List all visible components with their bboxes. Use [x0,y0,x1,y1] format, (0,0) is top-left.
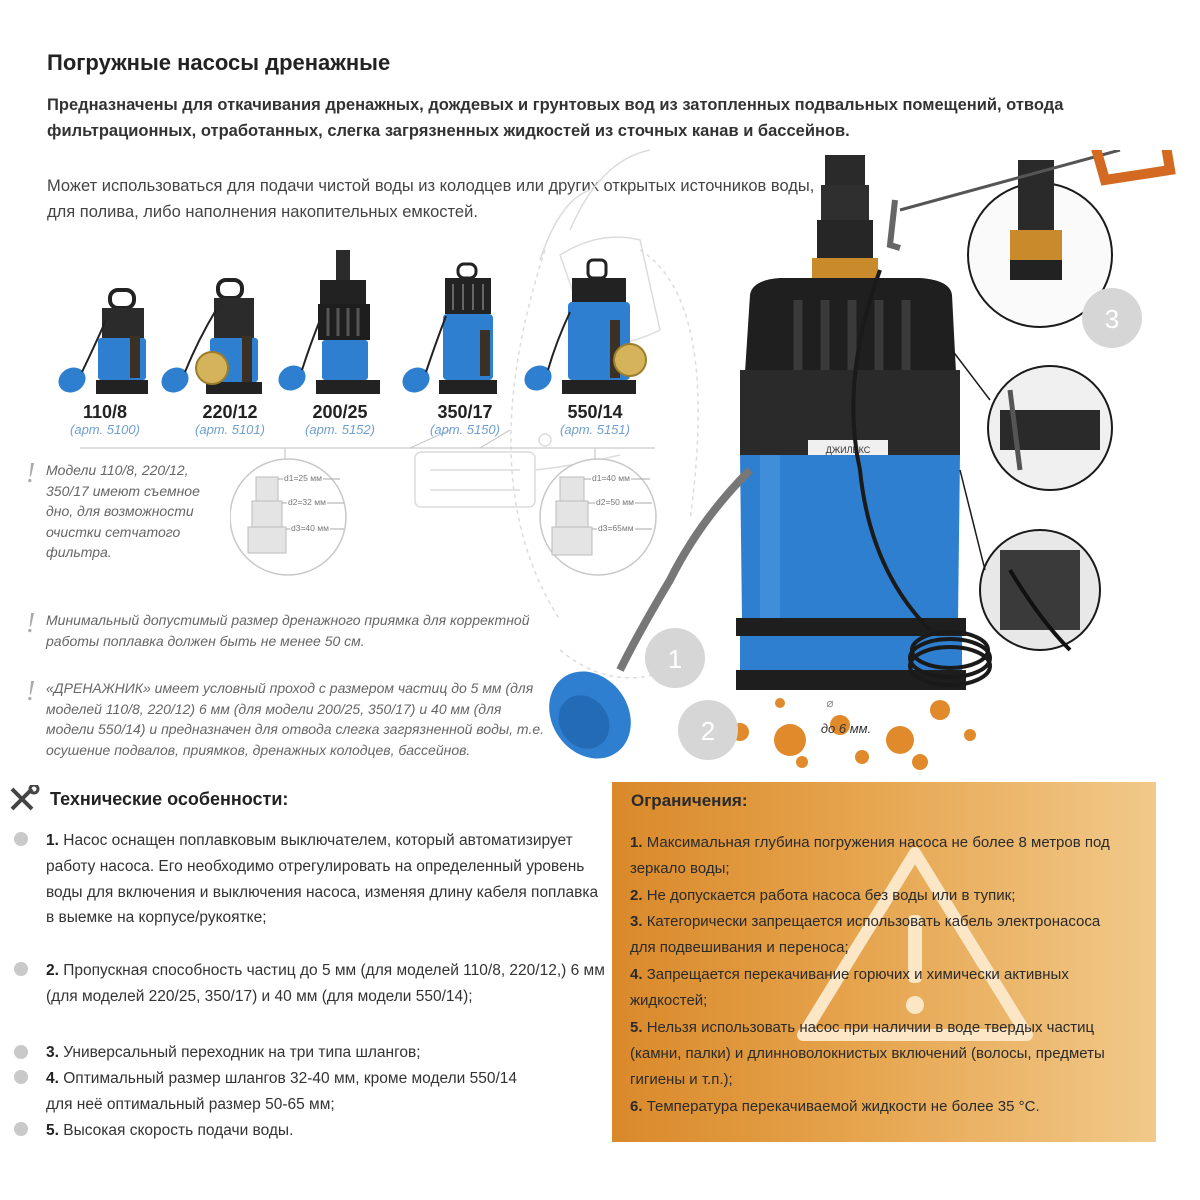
purpose-text: Предназначены для откачивания дренажных, дождевых и грунтовых вод из затопленных подвальных помещений, отвода фильтрационных, отработанных, слегка загрязненных жидкостей из сточных канав и бассейнов. [47,96,1064,140]
adapter-large-d2: d2=50 мм [596,497,634,507]
limit-item-2 [630,883,1140,909]
feature-item-5 [46,1118,606,1144]
callout-1-number: 1 [667,644,683,674]
brand-label: ДЖИЛЕКС [825,445,871,455]
feature-num: 1. [46,832,59,849]
callout-2-number: 2 [700,716,716,746]
feature-text: Насос оснащен поплавковым выключателем, который автоматизирует работу насоса. Его необходимо отрегулировать на определенный уровень воды для включения и выключения насоса, изменяя длину кабеля поплавка в выемке на корпусе/рукоятке; [46,832,599,927]
limit-text: Категорически запрещается использовать кабель электронасоса для подвешивания и переноса; [630,913,1101,957]
limit-num: 2. [630,887,643,904]
model-name: 110/8 [82,402,128,422]
bullet-icon [14,1045,28,1059]
limit-num: 1. [630,834,643,851]
model-name: 200/25 [312,402,368,422]
model-350-17 [410,402,520,438]
limit-item-6 [630,1094,1150,1120]
limit-num: 4. [630,966,643,983]
model-110-8 [50,402,160,438]
features-title: Технические особенности: [50,789,289,809]
float-switch-icon [540,656,648,775]
feature-item-3 [46,1040,606,1066]
pump-350-17-icon [398,264,497,397]
pump-200-25-icon [274,250,380,395]
model-article: (арт. 5101) [195,422,265,437]
limit-item-4 [630,962,1110,1014]
limitations-title: Ограничения: [631,791,748,810]
adapter-large-d3: d3=65мм [598,523,634,533]
adapter-small-d1: d1=25 мм [284,473,322,483]
limit-text: Не допускается работа насоса без воды или в тупик; [646,887,1016,904]
usage-text: Может использоваться для подачи чистой воды из колодцев или других открытых источников воды, для полива, либо наполнения накопительных емкостей. [47,177,815,221]
adapter-small-d3: d3=40 мм [291,523,329,533]
main-pump-illustration [540,150,1200,780]
exclamation-icon: ! [26,458,36,489]
limit-item-1 [630,830,1140,882]
feature-text: Универсальный переходник на три типа шлангов; [63,1044,421,1061]
note-removable-bottom: Модели 110/8, 220/12, 350/17 имеют съемное дно, для возможности очистки сетчатого фильтра. [46,462,200,560]
page-title: Погружные насосы дренажные [47,50,391,75]
feature-text: Оптимальный размер шлангов 32-40 мм, кроме модели 550/14 для неё оптимальный размер 50-65 мм; [46,1070,518,1113]
bullet-icon [14,962,28,976]
bullet-icon [14,832,28,846]
model-article: (арт. 5152) [305,422,375,437]
note-pit-size: Минимальный допустимый размер дренажного приямка для корректной работы поплавка должен быть не менее 50 см. [46,612,530,649]
pump-110-8-icon [54,290,148,397]
diameter-symbol: ⌀ [826,696,834,710]
limit-num: 5. [630,1019,643,1036]
hacksaw-icon [890,200,900,248]
model-article: (арт. 5150) [430,422,500,437]
limit-text: Максимальная глубина погружения насоса не более 8 метров под зеркало воды; [630,834,1110,878]
pump-220-12-icon [157,280,262,397]
feature-text: Пропускная способность частиц до 5 мм (для моделей 110/8, 220/12,) 6 мм (для моделей 220/25, 350/17) и 40 мм (для модели 550/14); [46,962,605,1005]
limit-item-5 [630,1015,1140,1094]
feature-num: 4. [46,1070,59,1087]
model-article: (арт. 5100) [70,422,140,437]
feature-item-4 [46,1066,546,1118]
wrench-screwdriver-icon [8,785,42,813]
bullet-icon [14,1122,28,1136]
limit-text: Запрещается перекачивание горючих и химически активных жидкостей; [630,966,1069,1010]
feature-num: 2. [46,962,59,979]
feature-num: 3. [46,1044,59,1061]
limit-num: 3. [630,913,643,930]
model-name: 550/14 [567,402,623,422]
model-name: 220/12 [202,402,258,422]
particle-size-label: до 6 мм. [820,721,872,736]
exclamation-icon: ! [26,676,36,707]
feature-item-1 [46,828,606,931]
limit-num: 6. [630,1098,643,1115]
model-200-25 [285,402,395,438]
note-particle-size: «ДРЕНАЖНИК» имеет условный проход с размером частиц до 5 мм (для моделей 110/8, 220/12) 6 мм (для модели 200/25, 350/17) и 40 мм (для модели 550/14) и предназначен для отвода слегка загрязненной воды, т.е. осушение подвалов, приямков, дренажных колодцев, бассейнов. [46,680,545,758]
callout-3-number: 3 [1104,304,1120,334]
model-name: 350/17 [437,402,493,422]
feature-num: 5. [46,1122,59,1139]
limit-text: Нельзя использовать насос при наличии в воде твердых частиц (камни, палки) и длинноволокнистых включений (волосы, предметы гигиены и т.п.); [630,1019,1105,1089]
adapter-large-d1: d1=40 мм [592,473,630,483]
exclamation-icon: ! [26,608,36,639]
limit-item-3 [630,909,1110,961]
adapter-small-d2: d2=32 мм [288,497,326,507]
feature-item-2 [46,958,606,1010]
limit-text: Температура перекачиваемой жидкости не более 35 °С. [646,1098,1040,1115]
model-article: (арт. 5151) [560,422,630,437]
feature-text: Высокая скорость подачи воды. [63,1122,294,1139]
model-220-12 [175,402,285,438]
bullet-icon [14,1070,28,1084]
